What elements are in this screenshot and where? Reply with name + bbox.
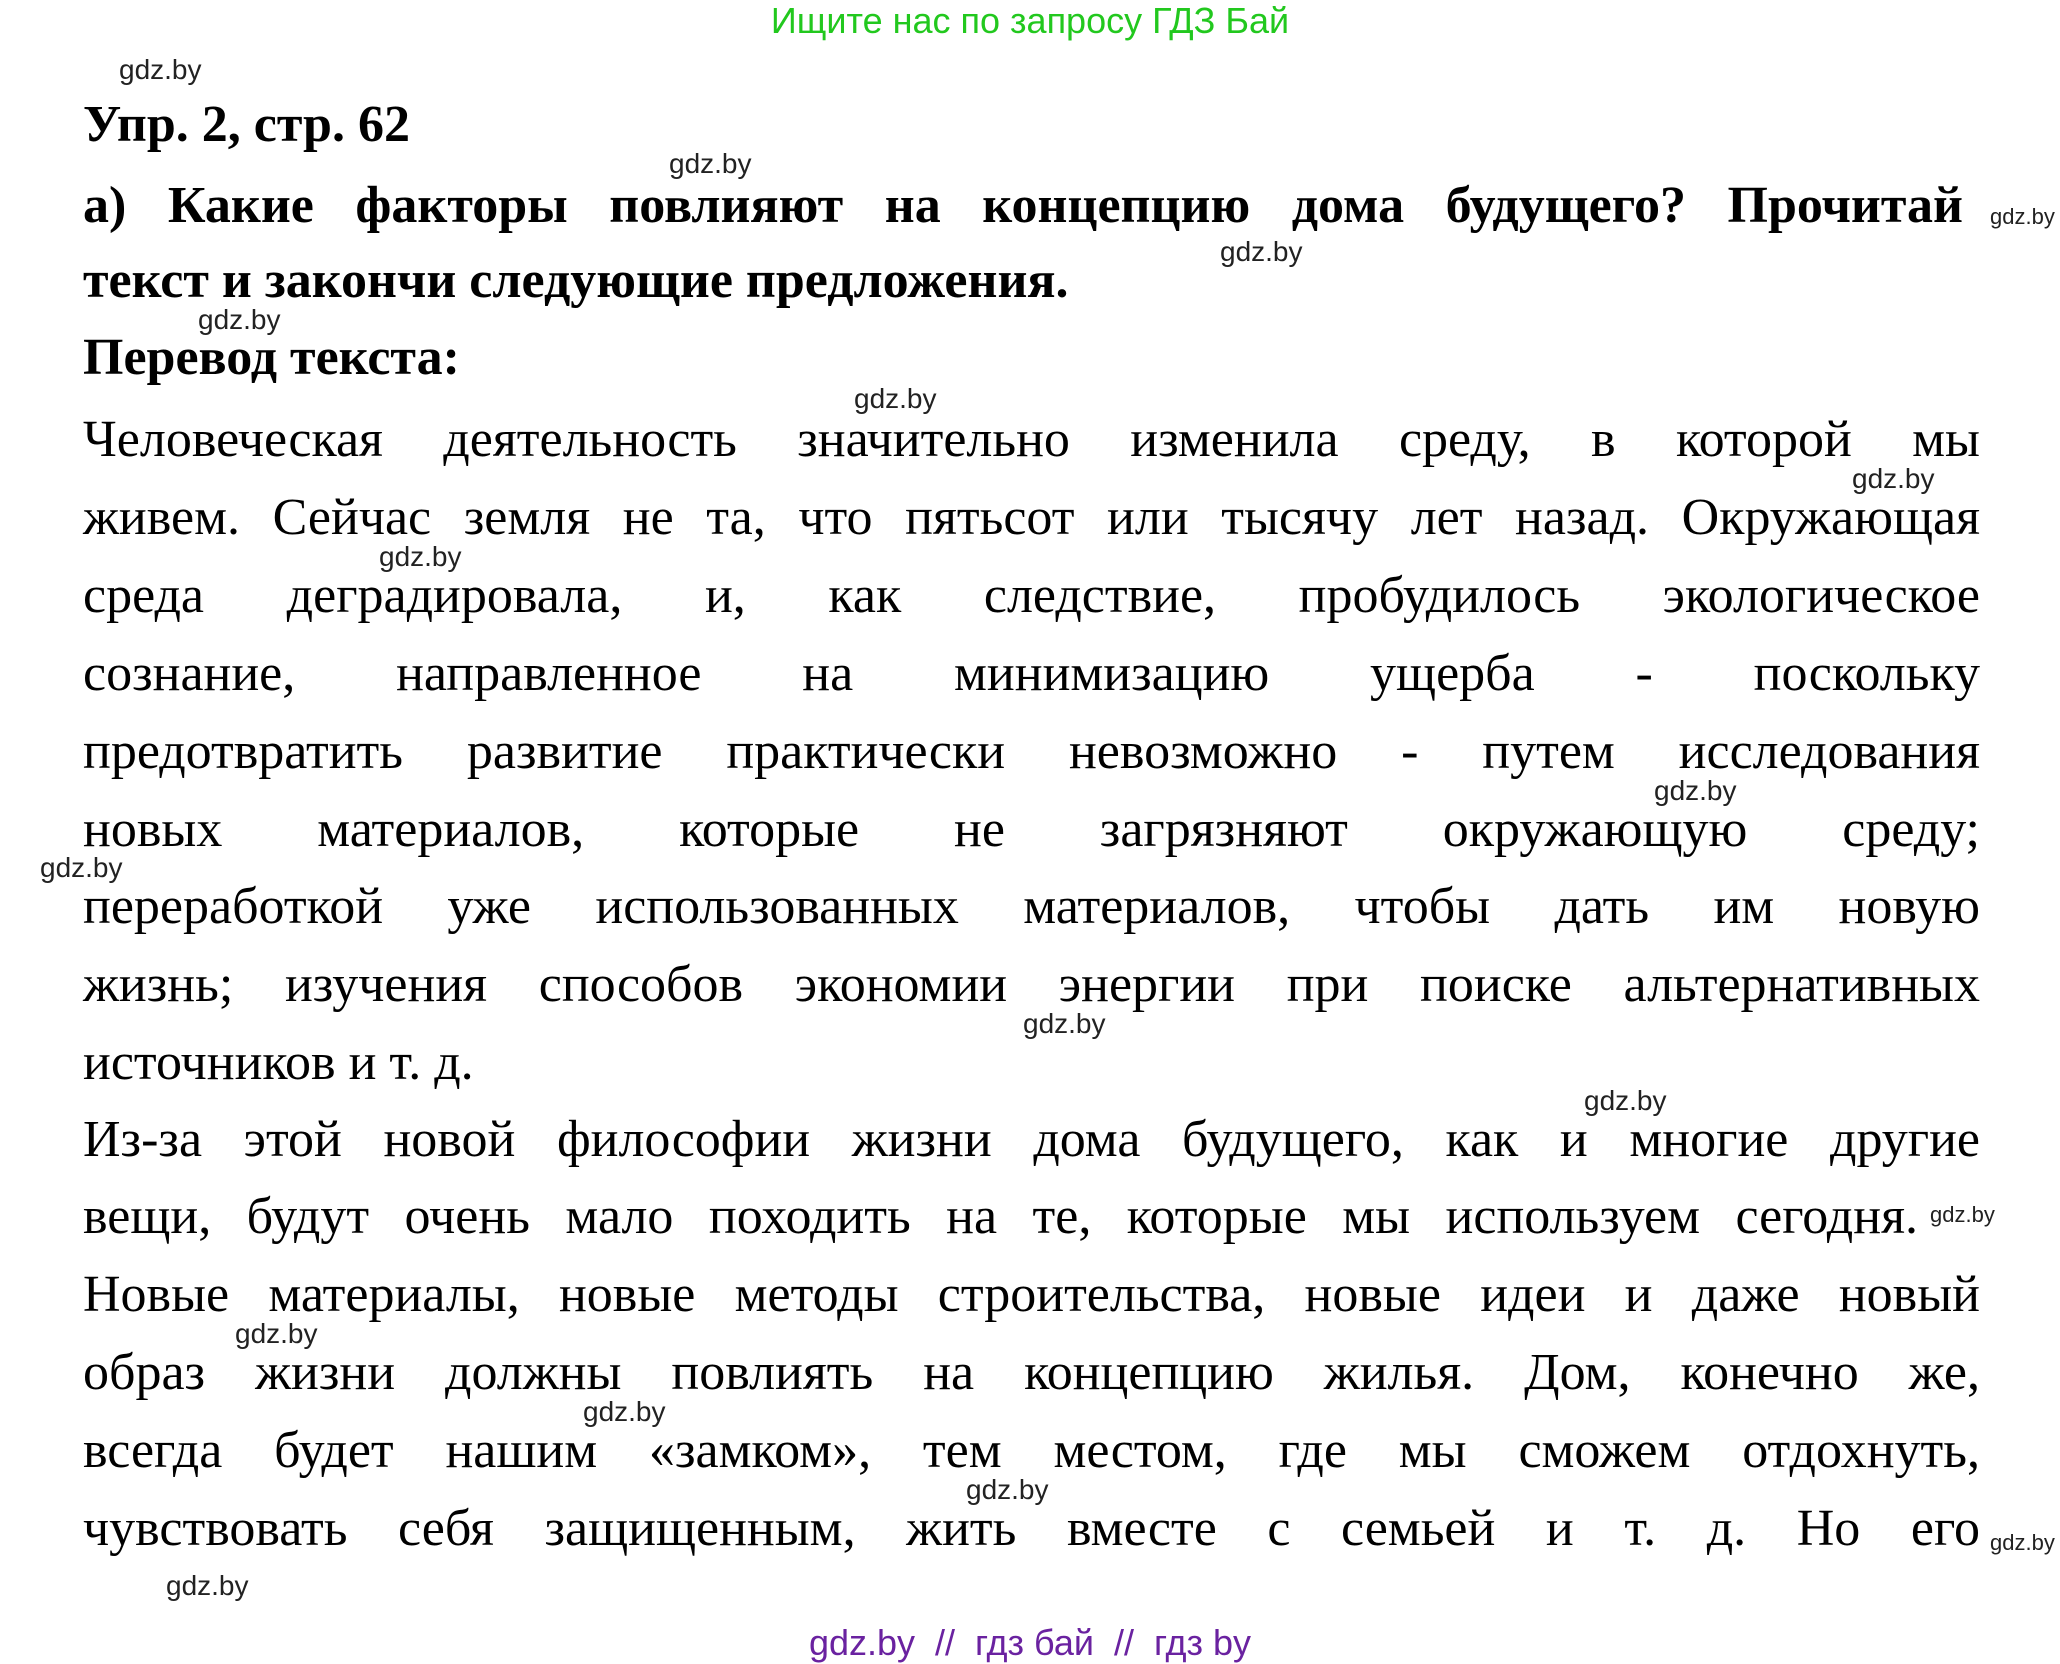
watermark: gdz.by — [583, 1396, 666, 1427]
body-line: всегда будет нашим «замком», тем местом, где мы сможем отдохнуть, — [83, 1422, 1980, 1479]
body-line: Из-за этой новой философии жизни дома будущего, как и многие другие — [83, 1111, 1980, 1168]
body-line: предотвратить развитие практически невозможно - путем исследования — [83, 723, 1980, 780]
watermark: gdz.by — [119, 54, 202, 85]
body-line: источников и т. д. — [83, 1034, 474, 1091]
watermark: gdz.by — [1930, 1202, 1995, 1227]
section-heading: Перевод текста: — [83, 329, 460, 386]
exercise-title: Упр. 2, стр. 62 — [83, 96, 410, 153]
body-line: жизнь; изучения способов экономии энергии при поиске альтернативных — [83, 956, 1980, 1013]
watermark: gdz.by — [669, 148, 752, 179]
body-line: чувствовать себя защищенным, жить вместе с семьей и т. д. Но его — [83, 1500, 1980, 1557]
watermark: gdz.by — [40, 852, 123, 883]
header-banner: Ищите нас по запросу ГДЗ Бай — [770, 0, 1290, 41]
watermark: gdz.by — [1023, 1008, 1106, 1039]
body-line: образ жизни должны повлиять на концепцию жилья. Дом, конечно же, — [83, 1344, 1980, 1401]
body-line: переработкой уже использованных материалов, чтобы дать им новую — [83, 878, 1980, 935]
watermark: gdz.by — [1220, 236, 1303, 267]
watermark: gdz.by — [379, 541, 462, 572]
watermark: gdz.by — [1654, 775, 1737, 806]
watermark: gdz.by — [198, 304, 281, 335]
watermark: gdz.by — [166, 1570, 249, 1601]
watermark: gdz.by — [235, 1318, 318, 1349]
watermark: gdz.by — [1584, 1085, 1667, 1116]
body-line: среда деградировала, и, как следствие, пробудилось экологическое — [83, 567, 1980, 624]
task-line-2: текст и закончи следующие предложения. — [83, 252, 1069, 309]
watermark: gdz.by — [854, 383, 937, 414]
footer-banner: gdz.by // гдз бай // гдз by — [808, 1622, 1252, 1663]
watermark: gdz.by — [1990, 1530, 2055, 1555]
watermark: gdz.by — [1990, 204, 2055, 229]
task-line-1: а) Какие факторы повлияют на концепцию дома будущего? Прочитай — [83, 177, 1963, 234]
body-line: вещи, будут очень мало походить на те, которые мы используем сегодня. — [83, 1188, 1918, 1245]
body-line: Новые материалы, новые методы строительства, новые идеи и даже новый — [83, 1266, 1980, 1323]
body-line: живем. Сейчас земля не та, что пятьсот или тысячу лет назад. Окружающая — [83, 489, 1980, 546]
body-line: новых материалов, которые не загрязняют окружающую среду; — [83, 801, 1980, 858]
watermark: gdz.by — [1852, 463, 1935, 494]
watermark: gdz.by — [966, 1474, 1049, 1505]
body-line: Человеческая деятельность значительно изменила среду, в которой мы — [83, 411, 1980, 468]
body-line: сознание, направленное на минимизацию ущерба - поскольку — [83, 645, 1980, 702]
